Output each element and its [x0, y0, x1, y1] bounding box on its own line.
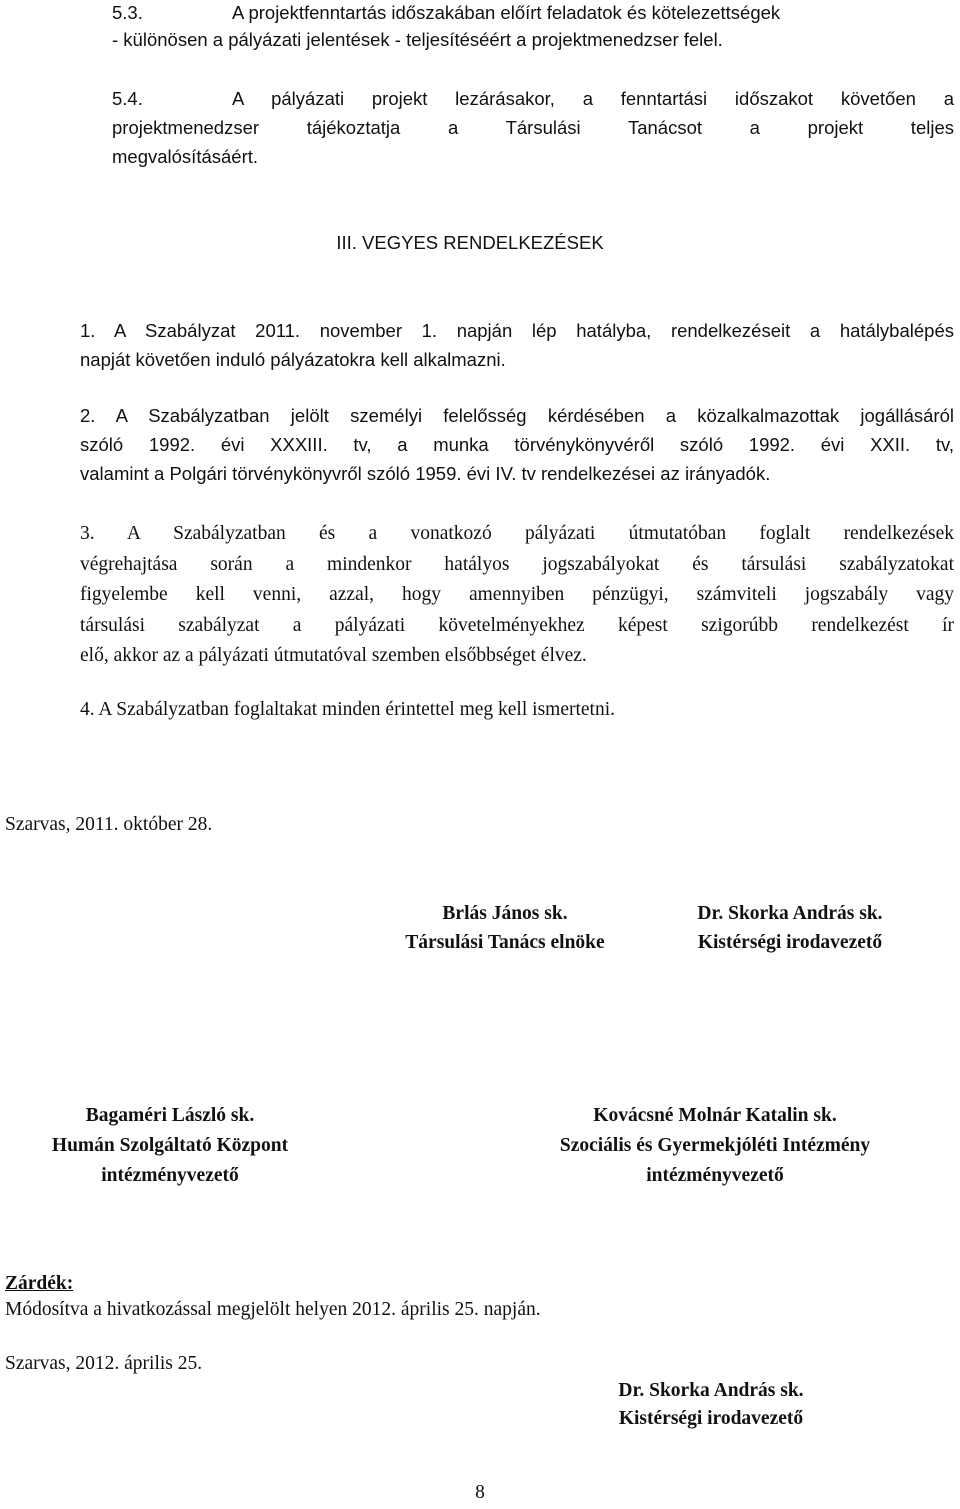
item-5-4-number: 5.4.	[112, 88, 143, 109]
paragraph-1-line-1: 1. A Szabályzat 2011. november 1. napján lép hatályba, rendelkezéseit a hatálybalépés	[80, 320, 954, 341]
signature-4	[505, 1101, 925, 1191]
signature-2	[630, 899, 950, 957]
paragraph-3-line-1: 3. A Szabályzatban és a vonatkozó pályázati útmutatóban foglalt rendelkezések	[80, 523, 954, 544]
signature-3-title: intézményvezető	[101, 1165, 239, 1186]
paragraph-1	[80, 316, 954, 374]
closing-signer-title: Kistérségi irodavezető	[618, 1408, 804, 1429]
signature-3-org: Humán Szolgáltató Központ	[51, 1135, 289, 1156]
paragraph-2-line-3: valamint a Polgári törvénykönyvről szóló 1959. évi IV. tv rendelkezései az irányadók.	[80, 463, 771, 484]
signature-1	[360, 899, 650, 957]
item-5-4-line-3: megvalósításáért.	[112, 146, 259, 167]
closing-place-date: Szarvas, 2012. április 25.	[5, 1353, 203, 1374]
signature-4-title: intézményvezető	[646, 1165, 784, 1186]
closing-signer-name: Dr. Skorka András sk.	[618, 1380, 804, 1401]
item-5-4-line-1: A pályázati projekt lezárásakor, a fenntartási időszakot követően a	[232, 88, 954, 109]
signature-3-name: Bagaméri László sk.	[85, 1105, 255, 1126]
signature-4-name: Kovácsné Molnár Katalin sk.	[593, 1105, 837, 1126]
closing-heading: Zárdék:	[5, 1273, 74, 1294]
signature-1-name: Brlás János sk.	[442, 903, 568, 924]
signature-2-title: Kistérségi irodavezető	[697, 932, 883, 953]
closing-text: Módosítva a hivatkozással megjelölt helyen 2012. április 25. napján.	[5, 1299, 541, 1320]
item-5-3-line-2: - különösen a pályázati jelentések - teljesítéséért a projektmenedzser felel.	[112, 29, 723, 50]
item-5-4-line-1-wrap	[232, 86, 954, 112]
section-heading: III. VEGYES RENDELKEZÉSEK	[336, 232, 604, 253]
place-date: Szarvas, 2011. október 28.	[5, 814, 213, 835]
signature-2-name: Dr. Skorka András sk.	[697, 903, 883, 924]
signature-1-title: Társulási Tanács elnöke	[405, 932, 605, 953]
item-5-4-line-2-wrap	[112, 115, 954, 141]
closing-signature	[580, 1377, 842, 1433]
paragraph-3-line-3: figyelembe kell venni, azzal, hogy amennyiben pénzügyi, számviteli jogszabály vagy	[80, 584, 954, 605]
item-5-3-number: 5.3.	[112, 2, 143, 23]
item-5-4-line-2: projektmenedzser tájékoztatja a Társulási Tanácsot a projekt teljes	[112, 117, 954, 138]
item-5-3-line-1: A projektfenntartás időszakában előírt feladatok és kötelezettségek	[232, 2, 781, 23]
paragraph-3-line-5: elő, akkor az a pályázati útmutatóval szemben elsőbbséget élvez.	[80, 645, 587, 666]
paragraph-3	[80, 519, 954, 672]
page-number: 8	[475, 1482, 485, 1503]
paragraph-4: 4. A Szabályzatban foglaltakat minden érintettel meg kell ismertetni.	[80, 699, 616, 720]
signature-3	[0, 1101, 340, 1191]
paragraph-1-line-2: napját követően induló pályázatokra kell alkalmazni.	[80, 349, 506, 370]
paragraph-3-line-2: végrehajtása során a mindenkor hatályos jogszabályokat és társulási szabályzatokat	[80, 553, 954, 575]
signature-4-org: Szociális és Gyermekjóléti Intézmény	[559, 1135, 871, 1156]
paragraph-2	[80, 401, 954, 488]
paragraph-2-line-1: 2. A Szabályzatban jelölt személyi felelősség kérdésében a közalkalmazottak jogállásáról	[80, 405, 954, 426]
paragraph-3-line-4: társulási szabályzat a pályázati követelményekhez képest szigorúbb rendelkezést ír	[80, 614, 954, 636]
paragraph-2-line-2: szóló 1992. évi XXXIII. tv, a munka törvénykönyvéről szóló 1992. évi XXII. tv,	[80, 434, 954, 455]
